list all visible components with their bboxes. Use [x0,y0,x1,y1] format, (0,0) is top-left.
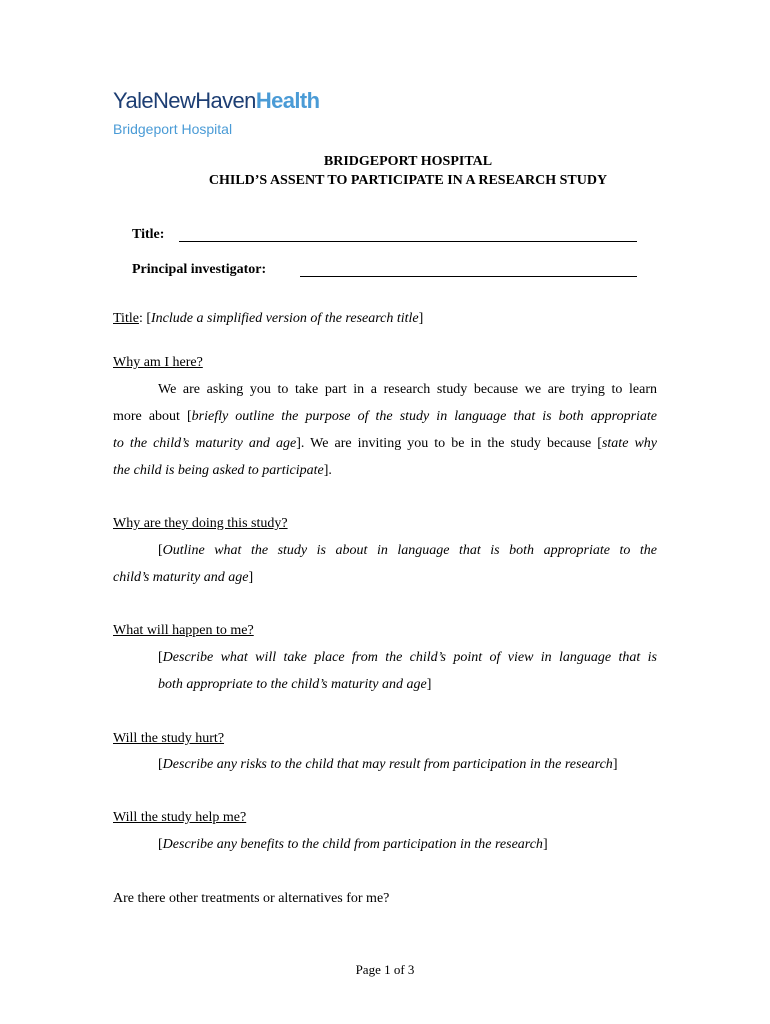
why-study-line1-bracket: [ [158,543,163,558]
why-study-line2 [113,569,253,587]
help-line1-close: ] [542,837,548,852]
title-field-line[interactable] [179,241,637,242]
help-line1-italic: Describe any benefits to the child from participation in the research [162,837,543,852]
simplified-title-label: Title [113,311,139,326]
why-here-heading: Why am I here? [113,355,203,370]
alternatives-heading: Are there other treatments or alternatives for me? [113,891,390,906]
page-number: Page 1 of 3 [355,962,415,977]
why-study-line1 [158,542,657,560]
why-here-line2-italic: briefly outline the purpose of the study in language that is both appropriate [191,409,658,424]
help-heading: Will the study help me? [113,810,247,825]
why-here-line3-italic: to the child’s maturity and age [113,436,297,451]
why-study-line2-italic: child’s maturity and age [113,570,249,585]
hurt-line1 [158,756,617,774]
hospital-logo [113,88,319,138]
simplified-title-placeholder: Include a simplified version of the research title [151,311,419,326]
what-happen-line1-bracket: [ [158,650,163,665]
document-header-line1: BRIDGEPORT HOSPITAL [323,154,493,169]
simplified-title-close: ] [418,311,424,326]
why-here-line1: We are asking you to take part in a research study because we are trying to learn [158,382,657,397]
title-field-label: Title: [132,227,165,242]
why-here-line4 [113,462,332,480]
pi-field-label: Principal investigator: [132,262,267,277]
pi-field-line[interactable] [300,276,637,277]
logo-subtitle: Bridgeport Hospital [113,121,233,137]
why-here-line2-text: more about [ [113,409,192,424]
why-here-line2 [113,408,657,426]
what-happen-line1-italic: Describe what will take place from the child’s point of view in language that is [162,650,657,665]
simplified-title-colon: : [ [138,311,152,326]
help-line1-bracket: [ [158,837,163,852]
help-line1 [158,836,548,854]
why-here-line3-italic2: state why [601,436,658,451]
hurt-line1-italic: Describe any risks to the child that may result from participation in the research [162,757,613,772]
why-study-heading: Why are they doing this study? [113,516,288,531]
hurt-heading: Will the study hurt? [113,731,225,746]
why-here-line4-text: ]. [323,463,332,478]
why-here-line4-italic: the child is being asked to participate [113,463,324,478]
why-here-line3-text: ]. We are inviting you to be in the study because [ [296,436,602,451]
hurt-line1-close: ] [612,757,618,772]
what-happen-heading: What will happen to me? [113,623,254,638]
hurt-line1-bracket: [ [158,757,163,772]
what-happen-line1 [158,649,657,667]
simplified-title-line [113,310,423,328]
what-happen-line2-bracket: ] [426,677,432,692]
why-study-line2-bracket: ] [248,570,254,585]
logo-brand-part1: YaleNewHaven [113,88,256,113]
what-happen-line2-italic: both appropriate to the child’s maturity and age [158,677,427,692]
logo-brand-part2: Health [255,88,320,113]
logo-wordmark [113,88,319,114]
what-happen-line2 [158,676,431,694]
why-study-line1-italic: Outline what the study is about in language that is both appropriate to the [162,543,657,558]
why-here-line3 [113,435,657,453]
document-header-line2: CHILD’S ASSENT TO PARTICIPATE IN A RESEARCH STUDY [208,173,608,188]
